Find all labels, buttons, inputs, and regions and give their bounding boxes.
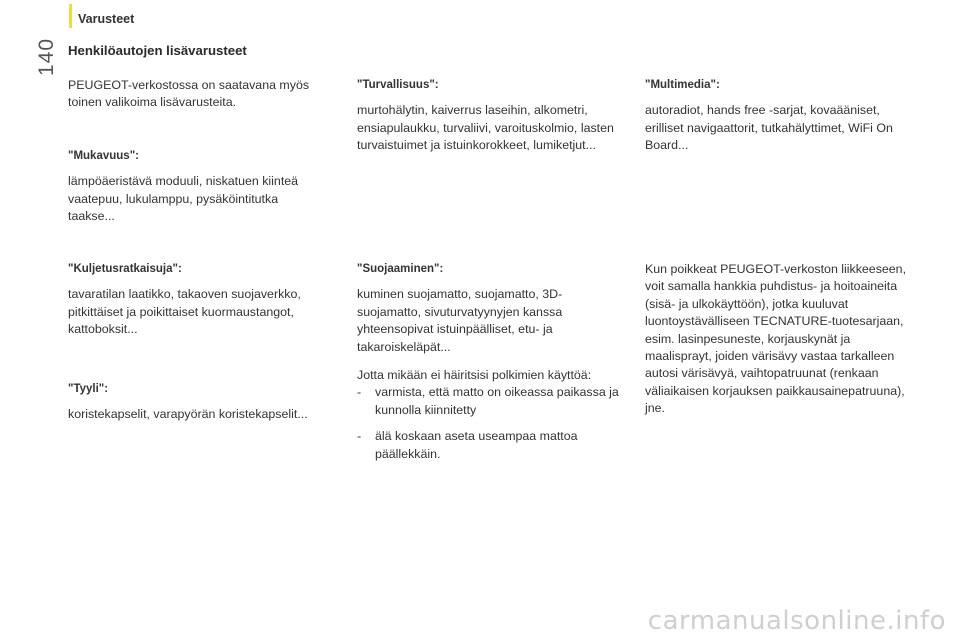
care-section <box>645 261 917 418</box>
intro-text: PEUGEOT-verkostossa on saatavana myös toinen valikoima lisävarusteita. <box>68 78 310 110</box>
transport-heading: "Kuljetusratkaisuja": <box>68 263 182 275</box>
comfort-heading: "Mukavuus": <box>68 150 139 162</box>
protection-text: kuminen suojamatto, suojamatto, 3D-suojamatto, sivuturvatyynyjen kanssa yhteensopivat istuinpäälliset, etu- ja takaroiskeläpät... <box>357 287 563 354</box>
protection-heading: "Suojaaminen": <box>357 263 444 275</box>
multimedia-section <box>645 77 915 155</box>
transport-section <box>68 261 338 339</box>
style-text: koristekapselit, varapyörän koristekapselit... <box>68 407 308 422</box>
list-item: - älä koskaan aseta useampaa mattoa päällekkäin. <box>357 428 619 463</box>
safety-section <box>357 77 622 155</box>
page-number: 140 <box>35 37 59 77</box>
comfort-text: lämpöäeristävä moduuli, niskatuen kiinteä vaatepuu, lukulamppu, pysäköintitutka taakse... <box>68 174 299 224</box>
multimedia-text: autoradiot, hands free -sarjat, kovaääniset, erilliset navigaattorit, tutkahälyttimet, WiFi On Board... <box>645 103 893 153</box>
intro-paragraph <box>68 77 340 112</box>
mats-intro: Jotta mikään ei häiritsisi polkimien käyttöä: <box>357 368 592 382</box>
safety-text: murtohälytin, kaiverrus laseihin, alkometri, ensiapulaukku, turvaliivi, varoituskolmio, lasten turvaistuimet ja istuinkorokkeet, lumiketjut... <box>357 103 614 153</box>
watermark: carmanualsonline.info <box>647 606 946 636</box>
mats-section <box>357 367 619 472</box>
page-heading: Henkilöautojen lisävarusteet <box>68 43 247 58</box>
list-item: - varmista, että matto on oikeassa paikassa ja kunnolla kiinnitetty <box>357 384 619 419</box>
section-accent-bar <box>69 4 72 28</box>
care-text: Kun poikkeat PEUGEOT-verkoston liikkeeseen, voit samalla hankkia puhdistus- ja hoitoaineita (sisä- ja ulkokäyttöön), jotka kuuluvat luontoystävälliseen TECNATURE-tuotesarjaan, esim. lasinpesuneste, korjauskynät ja maalisprayt, joiden värisävy vastaa tarkalleen autosi värisävyä, vaihtopatruunat (renkaan väliaikaisen korjauksen paikkausainepatruuna), jne. <box>645 262 907 416</box>
comfort-section <box>68 148 328 226</box>
style-section <box>68 381 348 424</box>
style-heading: "Tyyli": <box>68 383 109 395</box>
transport-text: tavaratilan laatikko, takaoven suojaverkko, pitkittäiset ja poikittaiset kuormaustangot, kattoboksit... <box>68 287 301 337</box>
multimedia-heading: "Multimedia": <box>645 79 720 91</box>
section-title: Varusteet <box>78 12 135 26</box>
protection-section <box>357 261 619 356</box>
mats-list <box>357 384 619 463</box>
safety-heading: "Turvallisuus": <box>357 79 439 91</box>
